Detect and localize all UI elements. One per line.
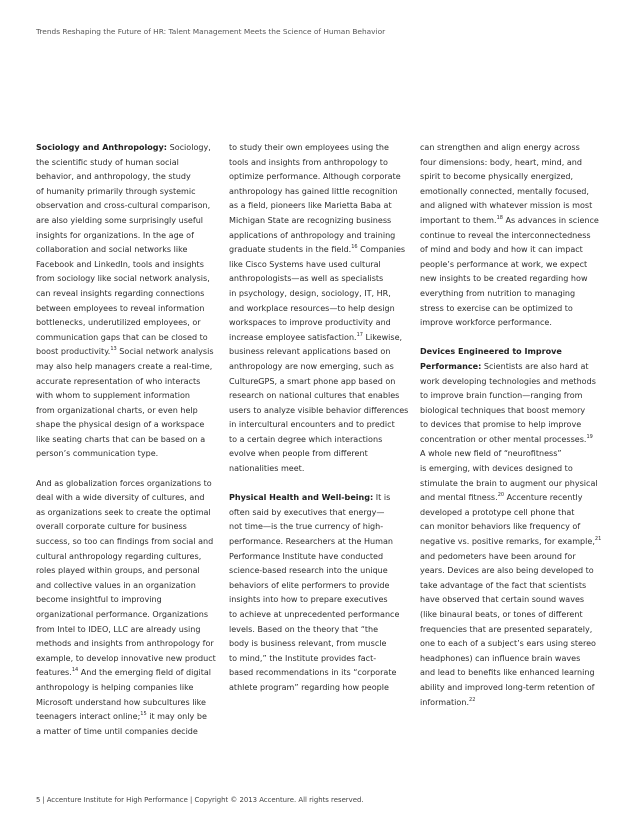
body-text: and pedometers have been around for (420, 551, 576, 561)
body-text: everything from nutrition to managing (420, 288, 576, 298)
paragraph-gap (229, 477, 416, 492)
text-line (36, 520, 223, 535)
body-text: nationalities meet. (229, 464, 305, 474)
text-line (229, 550, 416, 565)
body-text: the scientific study of human social (36, 157, 179, 167)
text-line (36, 506, 223, 521)
body-text: new insights to be created regarding how (420, 274, 588, 284)
text-line (420, 593, 607, 608)
body-text: applications of anthropology and training (229, 230, 396, 240)
body-text: from Intel to IDEO, LLC are already using (36, 624, 201, 634)
body-text: to mind,” the Institute provides fact- (229, 653, 377, 663)
body-text: Performance Institute have conducted (229, 551, 384, 561)
text-line (420, 316, 607, 331)
text-line (420, 141, 607, 156)
body-text: Accenture recently (504, 493, 583, 503)
body-text: evolve when people from different (229, 449, 368, 459)
footnote-ref: 22 (469, 696, 476, 703)
body-text: cultural anthropology regarding cultures, (36, 551, 202, 561)
body-text: collaboration and social networks like (36, 245, 188, 255)
text-line (36, 360, 223, 375)
body-text: accurate representation of who interacts (36, 376, 201, 386)
body-text: Microsoft understand how subcultures like (36, 697, 206, 707)
body-text: Likewise, (363, 332, 403, 342)
text-line (420, 156, 607, 171)
body-text: boost productivity. (36, 347, 111, 357)
text-line (229, 229, 416, 244)
body-text: insights into how to prepare executives (229, 595, 388, 605)
text-line (229, 608, 416, 623)
text-line (229, 418, 416, 433)
text-line (420, 272, 607, 287)
body-text: work developing technologies and methods (420, 376, 596, 386)
text-line (420, 550, 607, 565)
text-line (229, 214, 416, 229)
text-line (420, 637, 607, 652)
body-text: CultureGPS, a smart phone app based on (229, 376, 396, 386)
body-text: can monitor behaviors like frequency of (420, 522, 581, 532)
text-line (420, 520, 607, 535)
text-line (36, 433, 223, 448)
text-line (420, 287, 607, 302)
page-number: 5 (36, 796, 41, 804)
section-heading: Devices Engineered to Improve (420, 347, 562, 357)
body-text: are also yielding some surprisingly useful (36, 215, 204, 225)
body-text: anthropology is helping companies like (36, 682, 194, 692)
body-text: is emerging, with devices designed to (420, 464, 573, 474)
text-line (229, 360, 416, 375)
text-line (36, 331, 223, 346)
text-line (420, 462, 607, 477)
text-line (36, 652, 223, 667)
text-line (229, 389, 416, 404)
body-text: science-based research into the unique (229, 566, 388, 576)
body-text: and workplace resources—to help design (229, 303, 395, 313)
text-line (36, 681, 223, 696)
text-line (420, 418, 607, 433)
text-line (229, 666, 416, 681)
text-line (36, 258, 223, 273)
body-text: of humanity primarily through systemic (36, 186, 196, 196)
section-heading: Performance: (420, 361, 482, 371)
footnote-ref: 17 (356, 331, 363, 338)
body-text: between employees to reveal information (36, 303, 205, 313)
body-text: to improve brain function—ranging from (420, 391, 583, 401)
text-line (420, 258, 607, 273)
text-line (229, 681, 416, 696)
body-text: overall corporate culture for business (36, 522, 187, 532)
text-line (36, 725, 223, 740)
body-text: bottlenecks, underutilized employees, or (36, 318, 201, 328)
body-text: users to analyze visible behavior differences (229, 405, 409, 415)
body-text: behaviors of elite performers to provide (229, 580, 390, 590)
body-text: spirit to become physically energized, (420, 172, 574, 182)
text-line (420, 652, 607, 667)
body-text: insights for organizations. In the age of (36, 230, 194, 240)
body-text: It is (373, 493, 391, 503)
text-column-2 (229, 141, 416, 696)
text-line (229, 520, 416, 535)
text-line (36, 477, 223, 492)
body-text: to a certain degree which interactions (229, 434, 383, 444)
footnote-ref: 14 (71, 667, 79, 674)
body-text: shape the physical design of a workspace (36, 420, 205, 430)
body-text: like seating charts that can be based on a (36, 434, 206, 444)
body-text: levels. Based on the theory that “the (229, 624, 379, 634)
body-text: and collective values in an organization (36, 580, 196, 590)
running-header-title: Trends Reshaping the Future of HR: Talent Management Meets the Science of Human Behavior (36, 27, 386, 36)
footnote-ref: 15 (140, 711, 147, 718)
body-text: in psychology, design, sociology, IT, HR, (229, 288, 391, 298)
text-line (36, 550, 223, 565)
text-line (420, 214, 607, 229)
body-text: to achieve at unprecedented performance (229, 610, 400, 619)
text-line (36, 447, 223, 462)
text-line (229, 156, 416, 171)
body-text: graduate students in the field. (229, 245, 352, 255)
text-line (420, 433, 607, 448)
text-line (36, 229, 223, 244)
body-text: increase employee satisfaction. (229, 332, 357, 342)
text-line (420, 199, 607, 214)
body-text: one to each of a subject’s ears using stereo (420, 639, 596, 649)
body-text: have observed that certain sound waves (420, 595, 585, 605)
footnote-ref: 16 (351, 244, 358, 251)
body-text: Facebook and LinkedIn, tools and insights (36, 259, 204, 269)
text-column-3 (420, 141, 607, 710)
body-text: deal with a wide diversity of cultures, and (36, 493, 205, 503)
body-text: performance. Researchers at the Human (229, 537, 393, 547)
text-line (420, 185, 607, 200)
body-text: methods and insights from anthropology for (36, 639, 214, 649)
body-text: athlete program” regarding how people (229, 682, 389, 692)
text-line (36, 170, 223, 185)
text-line (36, 199, 223, 214)
body-text: Michigan State are recognizing business (229, 215, 392, 225)
text-line (229, 141, 416, 156)
footnote-ref: 13 (110, 346, 117, 353)
text-line (36, 243, 223, 258)
text-line (36, 564, 223, 579)
body-text: and mental fitness. (420, 493, 498, 503)
body-text: success, so too can findings from social and (36, 537, 214, 547)
text-line (36, 141, 223, 156)
body-text: to devices that promise to help improve (420, 420, 582, 430)
text-line (420, 506, 607, 521)
footnote-ref: 20 (497, 492, 505, 499)
text-line (420, 302, 607, 317)
text-line (36, 637, 223, 652)
text-line (420, 447, 607, 462)
text-line (229, 433, 416, 448)
body-text: like Cisco Systems have used cultural (229, 259, 381, 269)
body-text: continue to reveal the interconnectedness (420, 230, 591, 240)
body-text: tools and insights from anthropology to (229, 157, 388, 167)
body-text: not time—is the true currency of high- (229, 522, 384, 532)
text-line (229, 185, 416, 200)
body-text: anthropology are now emerging, such as (229, 361, 394, 371)
body-text: observation and cross-cultural comparison, (36, 201, 211, 211)
body-text: Social network analysis (116, 347, 214, 357)
text-line (229, 345, 416, 360)
body-text: four dimensions: body, heart, mind, and (420, 157, 582, 167)
body-text: stress to exercise can be optimized to (420, 303, 573, 313)
body-text: organizational performance. Organizations (36, 610, 209, 619)
body-text: stimulate the brain to augment our physical (420, 478, 598, 488)
body-text: And the emerging field of digital (78, 668, 212, 678)
text-line (36, 535, 223, 550)
body-text: and aligned with whatever mission is most (420, 201, 593, 211)
text-line (36, 316, 223, 331)
text-line (36, 593, 223, 608)
text-line (229, 652, 416, 667)
page-footer (36, 796, 364, 804)
footnote-ref: 19 (586, 433, 593, 440)
text-line (229, 447, 416, 462)
paragraph-gap (36, 462, 223, 477)
body-text: A whole new field of “neurofitness” (420, 449, 562, 459)
body-text: based recommendations in its “corporate (229, 668, 397, 678)
text-line (36, 666, 223, 681)
body-text: can reveal insights regarding connections (36, 288, 205, 298)
text-line (36, 272, 223, 287)
body-text: negative vs. positive remarks, for example, (420, 537, 595, 547)
body-text: with whom to supplement information (36, 391, 191, 401)
text-line (36, 389, 223, 404)
body-text: behavior, and anthropology, the study (36, 172, 191, 182)
text-line (420, 170, 607, 185)
body-text: optimize performance. Although corporate (229, 172, 401, 182)
text-column-1 (36, 141, 223, 739)
text-line (36, 579, 223, 594)
text-line (36, 710, 223, 725)
body-text: from organizational charts, or even help (36, 405, 198, 415)
body-text: anthropologists—as well as specialists (229, 274, 384, 284)
body-text: a matter of time until companies decide (36, 726, 198, 736)
text-line (420, 623, 607, 638)
body-text: as a field, pioneers like Marietta Baba at (229, 201, 392, 211)
body-text: in intercultural encounters and to predict (229, 420, 395, 430)
text-line (420, 229, 607, 244)
text-line (420, 696, 607, 711)
body-text: communication gaps that can be closed to (36, 332, 208, 342)
body-text: can strengthen and align energy across (420, 143, 580, 152)
footnote-ref: 21 (594, 536, 602, 543)
text-line (420, 666, 607, 681)
body-text: roles played within groups, and personal (36, 566, 200, 576)
body-text: it may only be (146, 712, 207, 722)
body-text: biological techniques that boost memory (420, 405, 586, 415)
body-text: business relevant applications based on (229, 347, 391, 357)
text-line (229, 258, 416, 273)
text-line (36, 287, 223, 302)
text-line (229, 564, 416, 579)
text-line (36, 185, 223, 200)
text-line (229, 593, 416, 608)
text-line (36, 345, 223, 360)
text-line (420, 535, 607, 550)
body-text: take advantage of the fact that scientists (420, 580, 587, 590)
text-line (229, 243, 416, 258)
text-line (420, 491, 607, 506)
text-line (36, 623, 223, 638)
text-line (420, 681, 607, 696)
text-line (36, 214, 223, 229)
body-text: developed a prototype cell phone that (420, 507, 575, 517)
text-line (36, 156, 223, 171)
body-text: Companies (357, 245, 406, 255)
text-line (229, 623, 416, 638)
text-line (420, 360, 607, 375)
body-text: Scientists are also hard at (481, 361, 589, 371)
body-text: improve workforce performance. (420, 318, 552, 328)
body-text: concentration or other mental processes. (420, 434, 587, 444)
body-text: years. Devices are also being developed to (420, 566, 594, 576)
body-text: headphones) can influence brain waves (420, 653, 581, 663)
body-text: Sociology, (167, 143, 211, 152)
text-line (36, 491, 223, 506)
text-line (229, 535, 416, 550)
text-line (229, 199, 416, 214)
text-line (229, 272, 416, 287)
text-line (229, 375, 416, 390)
text-line (36, 608, 223, 623)
body-text: of mind and body and how it can impact (420, 245, 583, 255)
text-line (229, 302, 416, 317)
text-line (420, 345, 607, 360)
text-line (229, 404, 416, 419)
body-text: become insightful to improving (36, 595, 162, 605)
section-heading: Physical Health and Well-being: (229, 493, 374, 503)
body-text: emotionally connected, mentally focused, (420, 186, 589, 196)
body-text: people’s performance at work, we expect (420, 259, 588, 269)
text-line (420, 243, 607, 258)
text-line (229, 491, 416, 506)
paragraph-gap (420, 331, 607, 346)
footer-copyright: Accenture Institute for High Performance | Copyright © 2013 Accenture. All rights reserved. (46, 796, 364, 804)
body-text: anthropology has gained little recognition (229, 186, 398, 196)
text-line (36, 404, 223, 419)
text-line (420, 404, 607, 419)
text-line (229, 331, 416, 346)
text-line (36, 418, 223, 433)
footer-separator: | (42, 796, 45, 804)
text-line (229, 170, 416, 185)
text-line (229, 316, 416, 331)
text-line (36, 375, 223, 390)
footnote-ref: 18 (496, 214, 503, 221)
text-line (229, 506, 416, 521)
body-text: and lead to benefits like enhanced learning (420, 668, 595, 678)
text-line (420, 375, 607, 390)
text-line (420, 579, 607, 594)
body-text: workspaces to improve productivity and (229, 318, 391, 328)
body-text: research on national cultures that enables (229, 391, 400, 401)
text-line (36, 302, 223, 317)
section-heading: Sociology and Anthropology: (36, 143, 168, 152)
body-text: often said by executives that energy— (229, 507, 385, 517)
text-line (229, 287, 416, 302)
body-text: as organizations seek to create the optimal (36, 507, 211, 517)
body-text: important to them. (420, 215, 497, 225)
body-text: from sociology like social network analysis, (36, 274, 210, 284)
text-line (420, 389, 607, 404)
text-line (229, 579, 416, 594)
text-line (229, 462, 416, 477)
text-line (420, 564, 607, 579)
body-text: features. (36, 668, 72, 678)
body-text: As advances in science (502, 215, 599, 225)
body-text: to study their own employees using the (229, 143, 389, 152)
text-line (36, 696, 223, 711)
body-text: may also help managers create a real-time, (36, 361, 213, 371)
body-text: (like binaural beats, or tones of different (420, 610, 583, 619)
body-text: person’s communication type. (36, 449, 159, 459)
text-line (420, 477, 607, 492)
body-text: frequencies that are presented separately, (420, 624, 593, 634)
body-text: And as globalization forces organizations to (36, 478, 212, 488)
body-text: example, to develop innovative new product (36, 653, 216, 663)
body-text: teenagers interact online; (36, 712, 141, 722)
text-line (420, 608, 607, 623)
body-text: information. (420, 697, 470, 707)
body-text: ability and improved long-term retention of (420, 682, 595, 692)
body-text: body is business relevant, from muscle (229, 639, 387, 649)
text-line (229, 637, 416, 652)
